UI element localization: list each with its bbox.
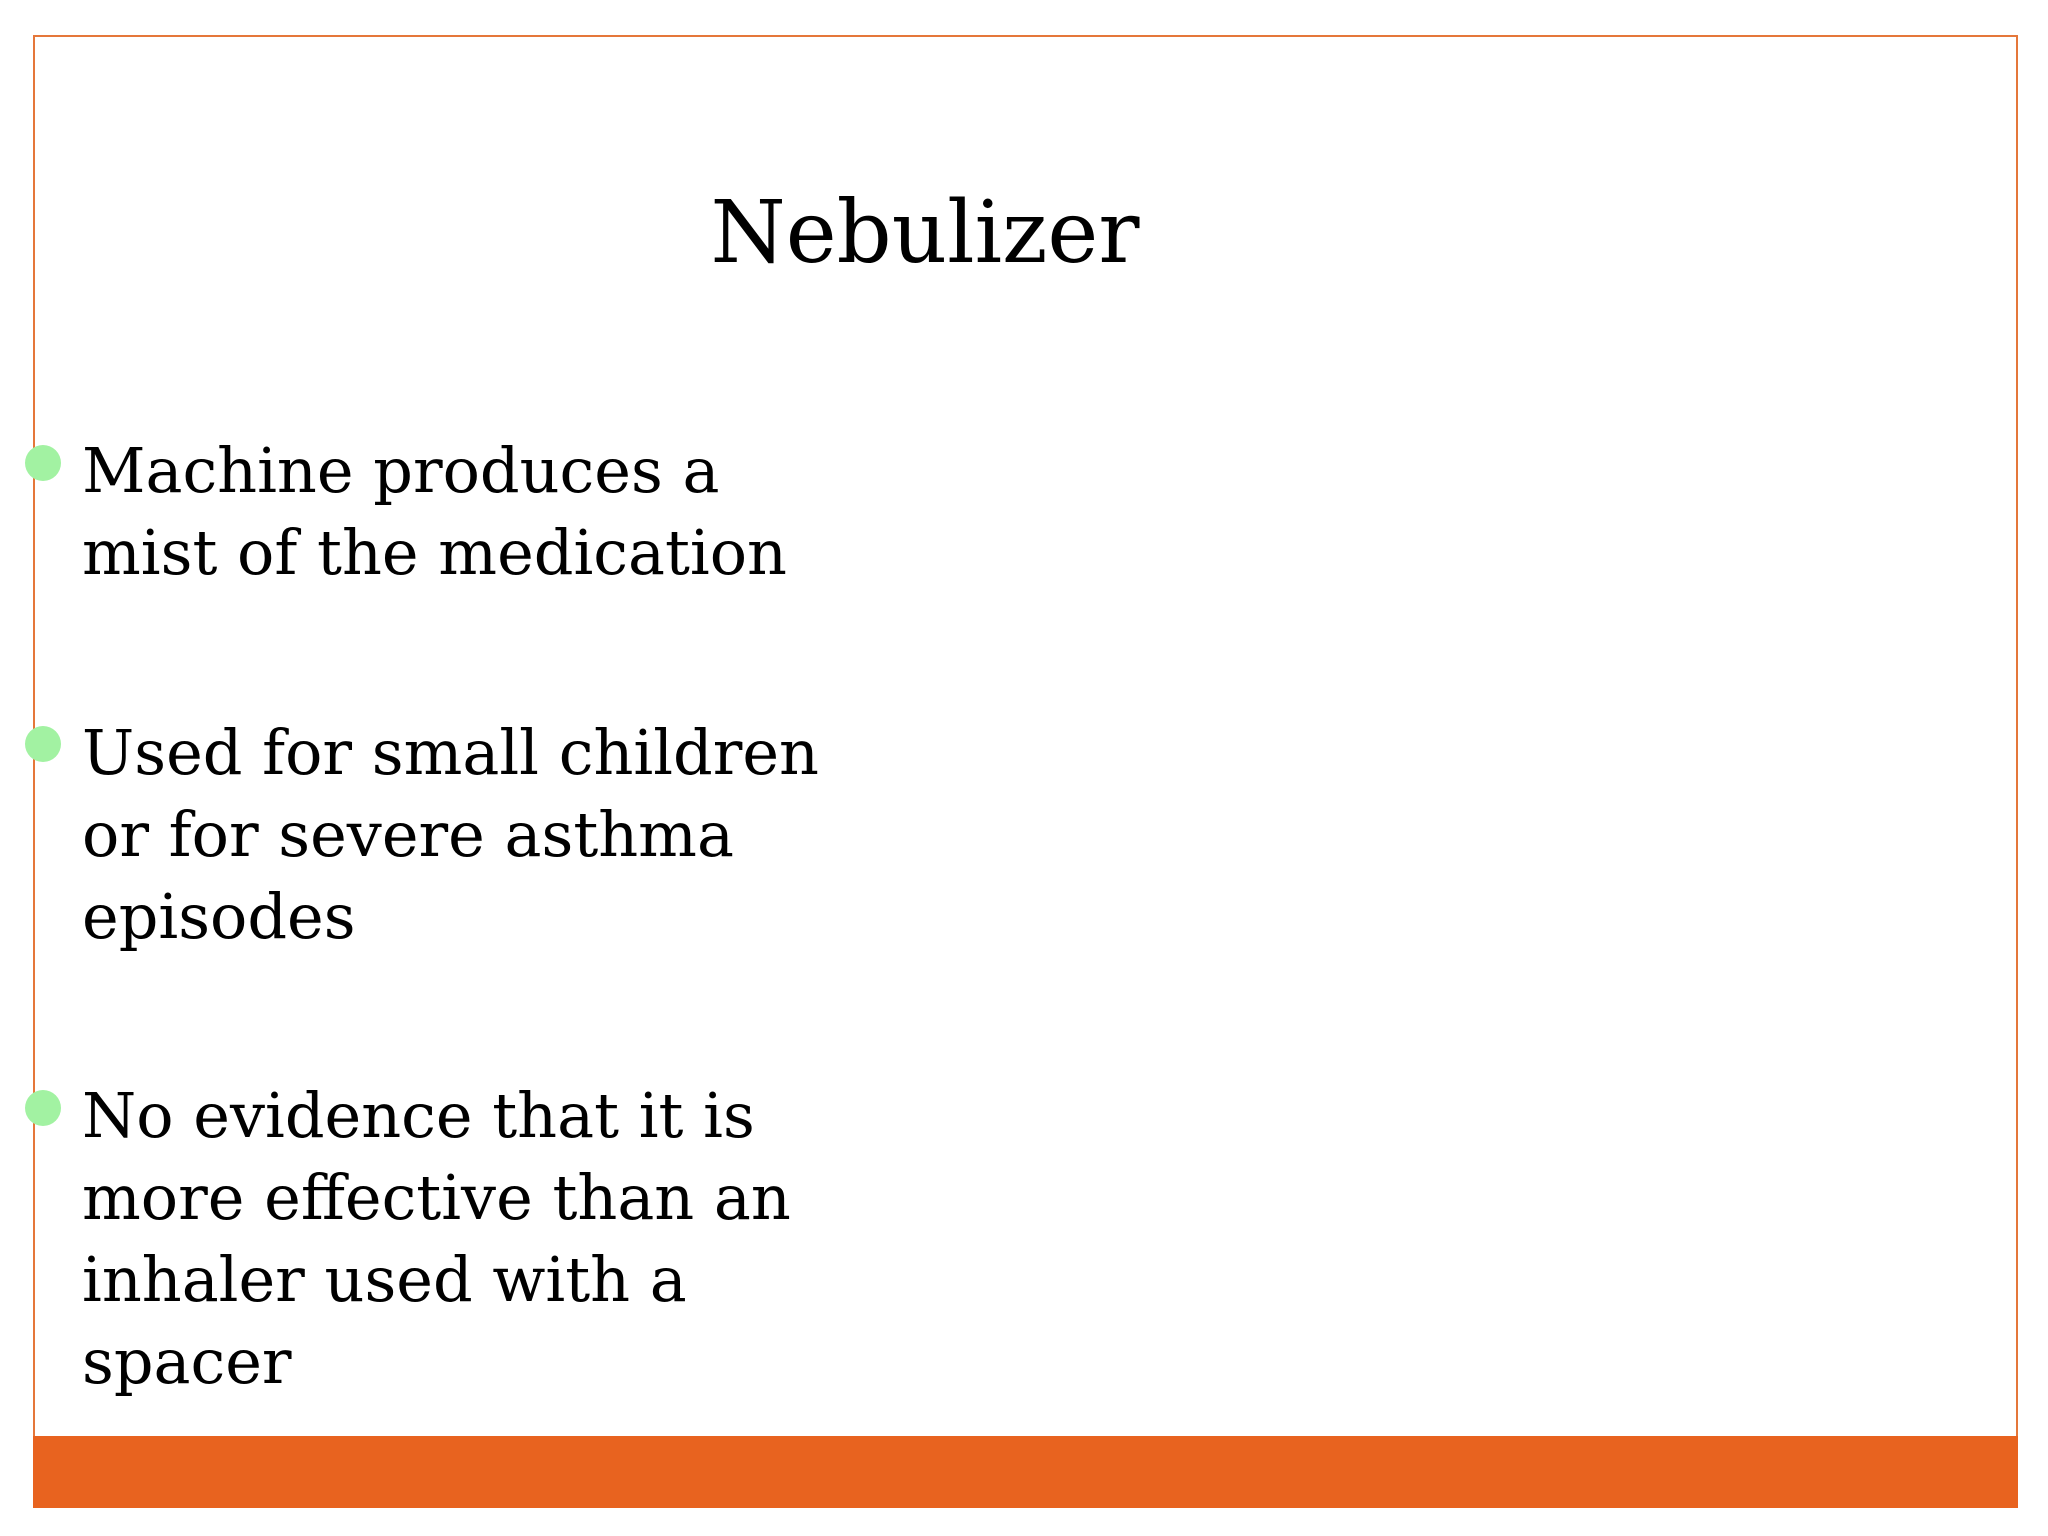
bullet-item: Machine produces a mist of the medication	[82, 434, 787, 589]
slide-title: Nebulizer	[710, 183, 1140, 283]
bullet-dot-icon	[25, 1090, 61, 1126]
bullet-item: Used for small children or for severe asthma episodes	[82, 716, 819, 953]
bullet-dot-icon	[25, 726, 61, 762]
bullet-item: No evidence that it is more effective than an inhaler used with a spacer	[82, 1079, 791, 1398]
bullet-dot-icon	[25, 445, 61, 481]
footer-accent-bar	[33, 1436, 2018, 1508]
